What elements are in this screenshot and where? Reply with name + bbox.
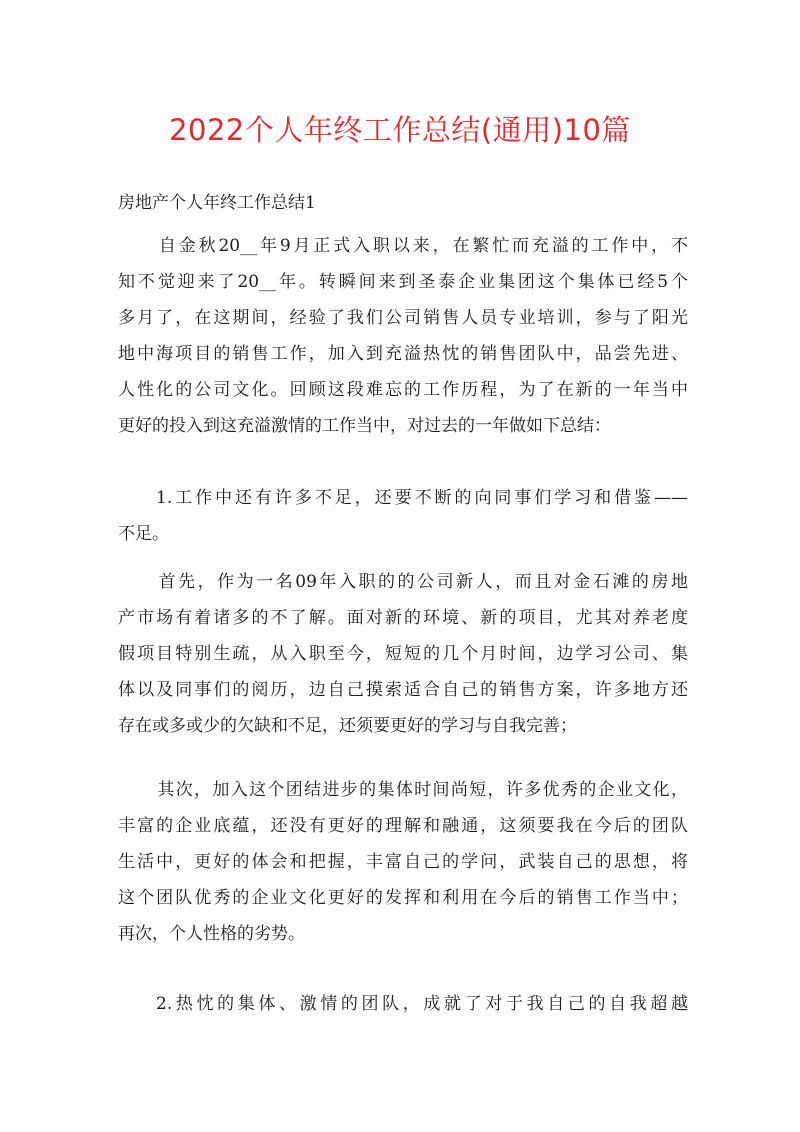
paragraph-line: 假项目特别生疏，从入职至今，短短的几个月时间，边学习公司、集: [118, 644, 688, 664]
paragraph-line: 人性化的公司文化。回顾这段难忘的工作历程，为了在新的一年当中: [118, 380, 688, 400]
paragraph-intro: [118, 228, 688, 444]
paragraph-line: 生活中，更好的体会和把握，丰富自己的学问，武装自己的思想，将: [118, 852, 688, 872]
paragraph-line: 更好的投入到这充溢激情的工作当中，对过去的一年做如下总结：: [118, 416, 611, 436]
document-title: 2022个人年终工作总结(通用)10篇: [169, 113, 631, 147]
paragraph-line: 存在或多或少的欠缺和不足，还须要更好的学习与自我完善；: [118, 716, 577, 736]
paragraph-line: 体以及同事们的阅历，边自己摸索适合自己的销售方案，许多地方还: [118, 680, 688, 700]
paragraph-line: 丰富的企业底蕴，还没有更好的理解和融通，这须要我在今后的团队: [118, 816, 688, 836]
section-heading: 房地产个人年终工作总结1: [118, 193, 316, 213]
paragraph-line: 首先，作为一名09年入职的的公司新人，而且对金石滩的房地: [156, 572, 688, 592]
paragraph-line: 这个团队优秀的企业文化更好的发挥和利用在今后的销售工作当中；: [118, 888, 688, 908]
paragraph-line: 多月了，在这期间，经验了我们公司销售人员专业培训，参与了阳光: [118, 308, 688, 328]
paragraph-line: 2.热忱的集体、激情的团队，成就了对于我自己的自我超越: [156, 994, 688, 1014]
paragraph-line: 1.工作中还有许多不足，还要不断的向同事们学习和借鉴——: [156, 488, 688, 508]
paragraph-point-1: [118, 480, 688, 552]
paragraph-line: 自金秋20__年9月正式入职以来，在繁忙而充溢的工作中，不: [156, 236, 688, 256]
paragraph-line: 不足。: [118, 524, 169, 544]
paragraph-line: 地中海项目的销售工作，加入到充溢热忱的销售团队中，品尝先进、: [118, 344, 688, 364]
paragraph-first: [118, 564, 688, 744]
paragraph-line: 其次，加入这个团结进步的集体时间尚短，许多优秀的企业文化，: [156, 780, 688, 800]
paragraph-point-2: [118, 986, 688, 1022]
paragraph-line: 再次，个人性格的劣势。: [118, 924, 305, 944]
paragraph-second: [118, 772, 688, 952]
paragraph-line: 产市场有着诸多的不了解。面对新的环境、新的项目，尤其对养老度: [118, 608, 688, 628]
paragraph-line: 知不觉迎来了20__年。转瞬间来到圣泰企业集团这个集体已经5个: [118, 272, 688, 292]
